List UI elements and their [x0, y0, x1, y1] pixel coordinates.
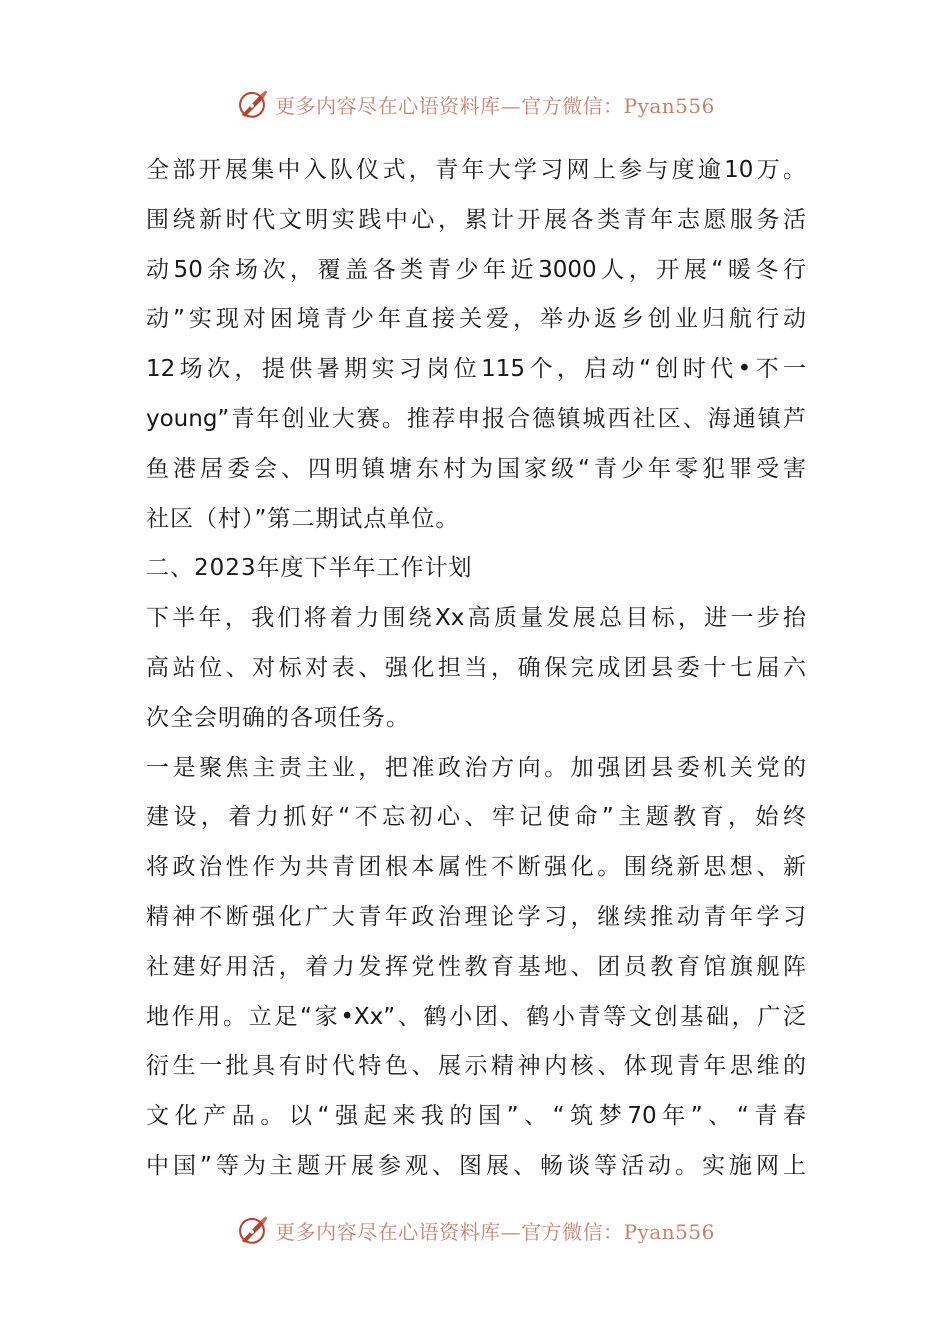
- text-line: 动50余场次，覆盖各类青少年近3000人，开展“暖冬行: [146, 256, 806, 283]
- footer-banner: [0, 1208, 950, 1252]
- text-line: 将政治性作为共青团根本属性不断强化。围绕新思想、新: [146, 854, 806, 881]
- text-line: young”青年创业大赛。推荐申报合德镇城西社区、海通镇芦: [146, 405, 806, 432]
- text-line: 建设，着力抓好“不忘初心、牢记使命”主题教育，始终: [146, 804, 806, 831]
- text-line: 高站位、对标对表、强化担当，确保完成团县委十七届六: [146, 654, 806, 681]
- text-line: 次全会明确的各项任务。: [146, 704, 410, 731]
- header-banner-text: 更多内容尽在心语资料库—官方微信：Pyan556: [275, 93, 715, 118]
- header-banner: [0, 82, 950, 126]
- text-line: 动”实现对困境青少年直接关爱，举办返乡创业归航行动: [146, 306, 806, 333]
- text-line: 社区（村）”第二期试点单位。: [146, 505, 460, 532]
- text-line: 精神不断强化广大青年政治理论学习，继续推动青年学习: [146, 903, 806, 930]
- pen-nib-icon: [235, 1213, 269, 1247]
- text-line: 文化产品。以“强起来我的国”、“筑梦70年”、“青春: [146, 1103, 806, 1130]
- text-line: 全部开展集中入队仪式，青年大学习网上参与度逾10万。: [146, 157, 806, 183]
- pen-nib-icon: [235, 87, 269, 121]
- text-line: 社建好用活，着力发挥党性教育基地、团员教育馆旗舰阵: [146, 953, 806, 980]
- section-heading: 二、2023年度下半年工作计划: [146, 555, 473, 582]
- text-line: 一是聚焦主责主业，把准政治方向。加强团县委机关党的: [146, 754, 806, 781]
- text-line: 围绕新时代文明实践中心，累计开展各类青年志愿服务活: [146, 206, 806, 233]
- document-body: [146, 146, 806, 1192]
- text-line: 地作用。立足“家•Xx”、鹤小团、鹤小青等文创基础，广泛: [146, 1003, 806, 1030]
- text-line: 鱼港居委会、四明镇塘东村为国家级“青少年零犯罪受害: [146, 455, 806, 482]
- footer-banner-text: 更多内容尽在心语资料库—官方微信：Pyan556: [275, 1219, 715, 1244]
- text-line: 衍生一批具有时代特色、展示精神内核、体现青年思维的: [146, 1053, 806, 1080]
- text-line: 下半年，我们将着力围绕Xx高质量发展总目标，进一步抬: [146, 605, 806, 632]
- text-line: 中国”等为主题开展参观、图展、畅谈等活动。实施网上: [146, 1152, 806, 1179]
- text-line: 12场次，提供暑期实习岗位115个，启动“创时代•不一: [146, 356, 806, 383]
